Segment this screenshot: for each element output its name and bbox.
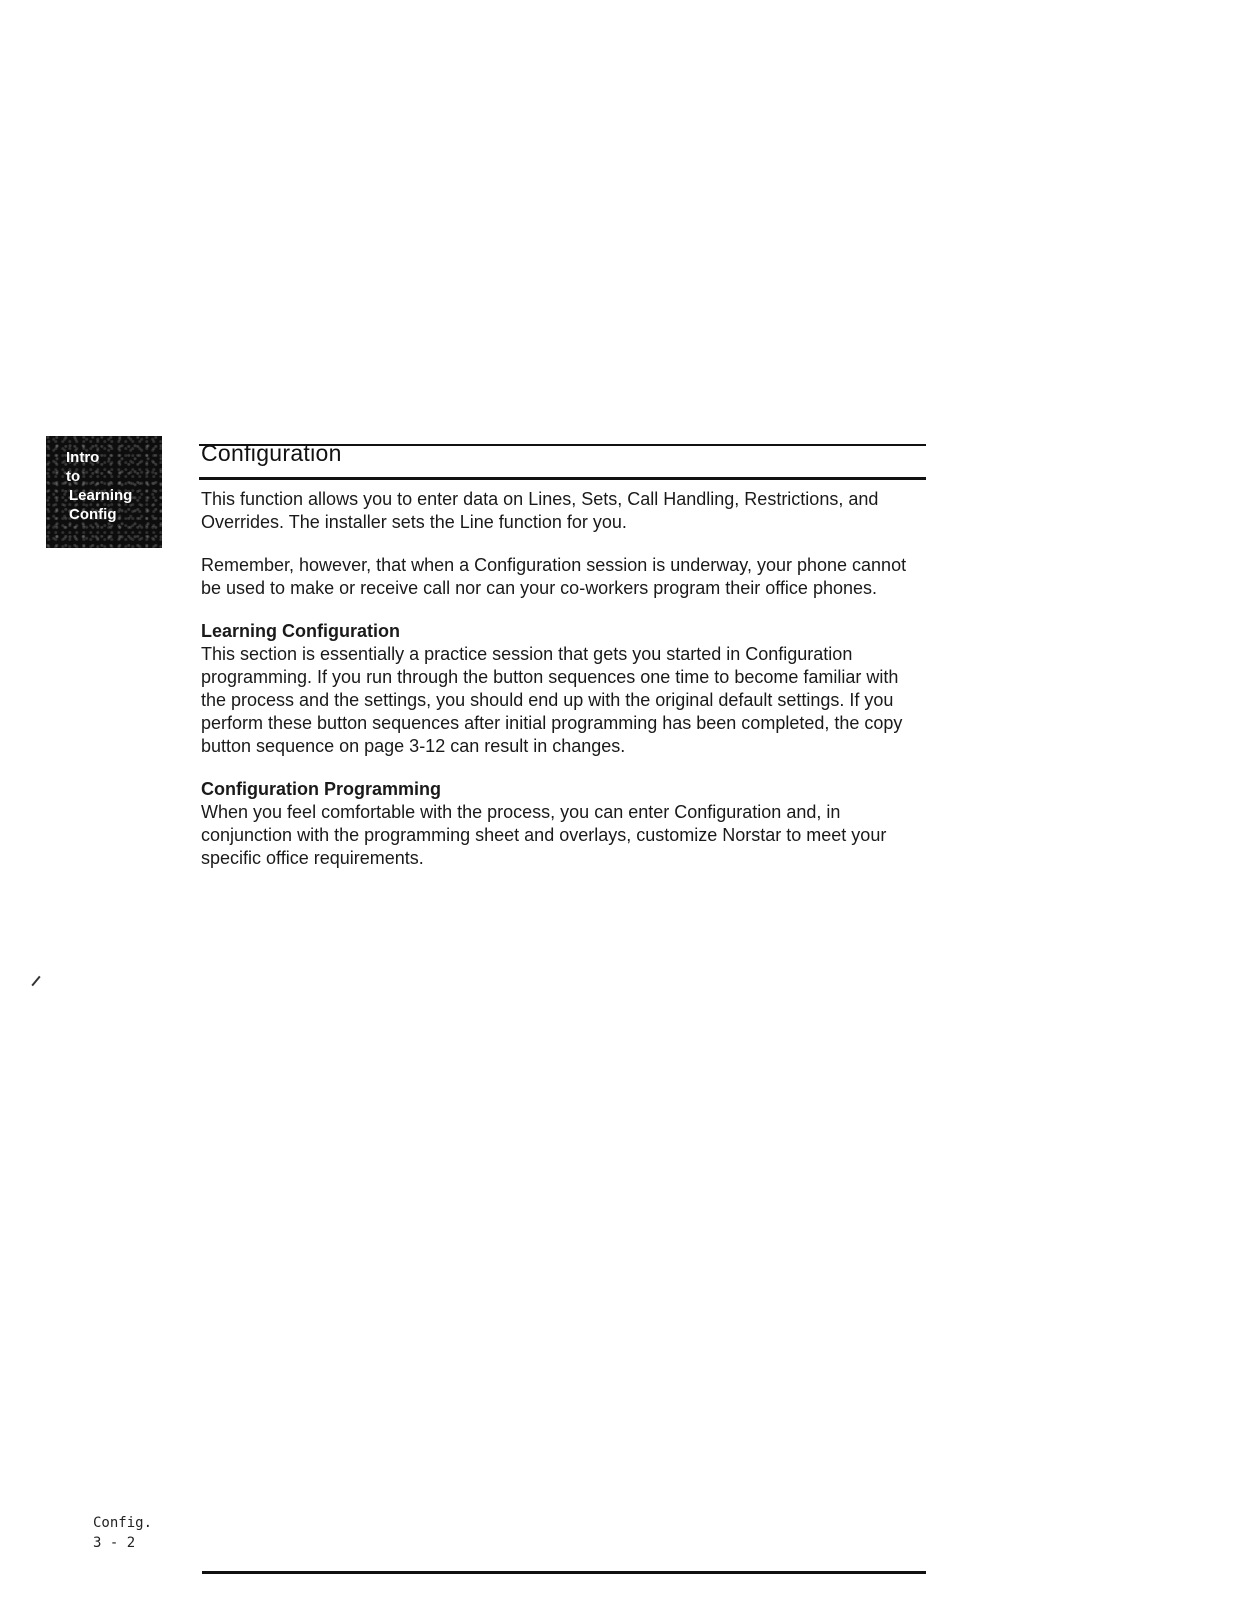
- subsection-heading: Configuration Programming: [201, 779, 441, 799]
- footer-rule: [202, 1571, 926, 1574]
- stray-pen-mark: [31, 976, 40, 986]
- header-rule-bottom: [199, 477, 926, 480]
- section-tab-line-3: Learning: [69, 487, 133, 504]
- subsection-heading: Learning Configuration: [201, 621, 400, 641]
- section-title: Configuration: [201, 440, 342, 466]
- subsection-body: When you feel comfortable with the process, you can enter Configuration and, in conjunction with the programming sheet and overlays, customize Norstar to meet your specific office requirements.: [201, 802, 887, 868]
- section-body: [201, 488, 926, 890]
- section-tab-line-2: to: [66, 468, 81, 485]
- section-tab-label: [66, 448, 132, 524]
- intro-paragraph: This function allows you to enter data on Lines, Sets, Call Handling, Restrictions, and Overrides. The installer sets the Line function for you.: [201, 489, 879, 532]
- section-tab-line-1: Intro: [66, 449, 100, 466]
- section-tab-image: [46, 436, 162, 548]
- warning-paragraph: Remember, however, that when a Configuration session is underway, your phone cannot be used to make or receive call nor can your co-workers program their office phones.: [201, 555, 907, 598]
- subsection-programming: [201, 778, 926, 870]
- subsection-body: This section is essentially a practice session that gets you started in Configuration programming. If you run through the button sequences one time to become familiar with the process and the settings, you should end up with the original default settings. If you perform these button sequences after initial programming has been completed, the copy button sequence on page 3-12 can result in changes.: [201, 644, 903, 756]
- footer-section-label: Config.: [93, 1515, 153, 1531]
- page-footer: [93, 1513, 152, 1553]
- section-tab-line-4: Config: [69, 506, 117, 523]
- page-number: 3 - 2: [93, 1535, 136, 1551]
- subsection-learning: [201, 620, 926, 758]
